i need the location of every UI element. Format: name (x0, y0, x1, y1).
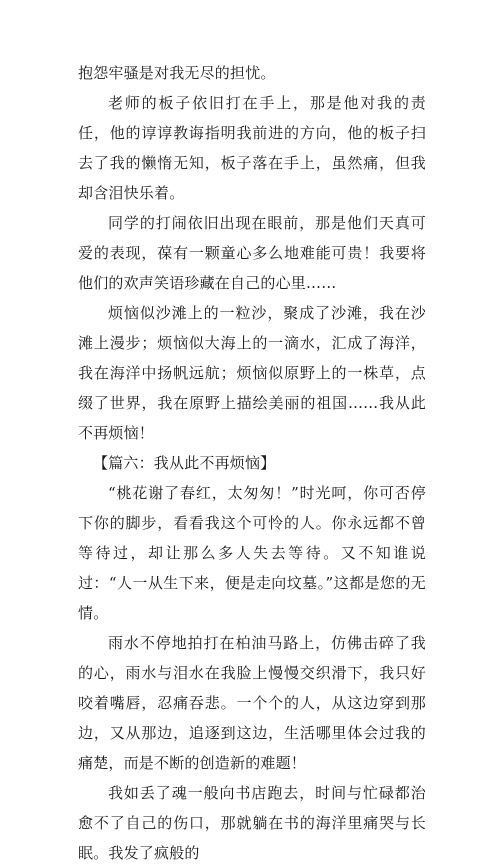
paragraph-teacher: 老师的板子依旧打在手上，那是他对我的责任，他的谆谆教诲指明我前进的方向，他的板子扫去了我的懒惰无知，板子落在手上，虽然痛，但我却含泪快乐着。 (78, 94, 426, 202)
paragraph-worries: 烦恼似沙滩上的一粒沙，聚成了沙滩，我在沙滩上漫步；烦恼似大海上的一滴水，汇成了海洋，我在海洋中扬帆远航；烦恼似原野上的一株草，点缀了世界，我在原野上描绘美丽的祖国……我从此不再烦恼！ (78, 304, 426, 442)
paragraph-continuation: 抱怨牢骚是对我无尽的担忧。 (78, 64, 276, 82)
paragraph-bookstore: 我如丢了魂一般向书店跑去，时间与忙碌都治愈不了自己的伤口，那就躺在书的海洋里痛哭与长眠。我发了疯般的 (78, 784, 426, 862)
document-body (78, 58, 426, 868)
paragraph-rain: 雨水不停地拍打在柏油马路上，仿佛击碎了我的心，雨水与泪水在我脸上慢慢交织滑下，我只好咬着嘴唇，忍痛吞悲。一个个的人，从这边穿到那边，又从那边，追逐到这边，生活哪里体会过我的痛楚，而是不断的创造新的难题！ (78, 634, 426, 772)
paragraph-classmates: 同学的打闹依旧出现在眼前，那是他们天真可爱的表现，葆有一颗童心多么地难能可贵！我要将他们的欢声笑语珍藏在自己的心里…… (78, 214, 426, 292)
paragraph-peach-blossom: “桃花谢了春红，太匆匆！”时光呵，你可否停下你的脚步，看看我这个可怜的人。你永远都不曾等待过，却让那么多人失去等待。又不知谁说过：“人一从生下来，便是走向坟墓。”这都是您的无情。 (78, 484, 426, 622)
section-heading: 【篇六：我从此不再烦恼】 (93, 454, 276, 472)
